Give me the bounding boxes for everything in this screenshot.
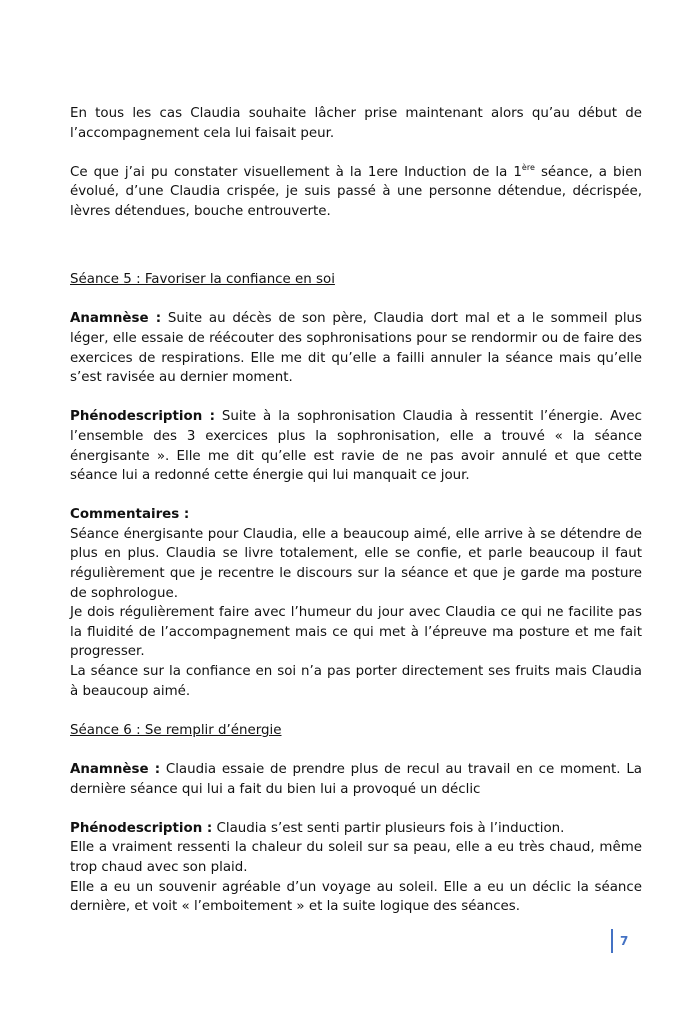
- heading-seance-5: Séance 5 : Favoriser la confiance en soi: [70, 272, 335, 288]
- s5-commentaire-2: Je dois régulièrement faire avec l’humeur du jour avec Claudia ce qui ne facilite pas la fluidité de l’accompagnement mais ce qui met à l’épreuve ma posture et me fait progresser.: [70, 605, 642, 660]
- s6-pheno-3: Elle a eu un souvenir agréable d’un voyage au soleil. Elle a eu un déclic la séance dernière, et voit « l’emboitement » et la suite logique des séances.: [70, 879, 642, 915]
- s6-pheno-2: Elle a vraiment ressenti la chaleur du soleil sur sa peau, elle a eu très chaud, même trop chaud avec son plaid.: [70, 840, 642, 875]
- paragraph-constat-visuel: Ce que j’ai pu constater visuellement à la 1ere Induction de la 1ère séance, a bien évolué, d’une Claudia crispée, je suis passé à une personne détendue, décrispée, lèvres détendues, bouche entrouverte.: [70, 162, 642, 219]
- s5-anamnese-label: Anamnèse :: [70, 311, 162, 327]
- page-number: 7: [611, 929, 628, 953]
- superscript-ere: ère: [521, 162, 535, 172]
- s5-commentaire-3: La séance sur la confiance en soi n’a pas porter directement ses fruits mais Claudia à beaucoup aimé.: [70, 664, 642, 699]
- document-page: [70, 104, 642, 917]
- s6-anamnese: Anamnèse : Claudia essaie de prendre plus de recul au travail en ce moment. La dernière séance qui lui a fait du bien lui a provoqué un déclic: [70, 762, 642, 797]
- s5-commentaires-label: Commentaires :: [70, 507, 190, 523]
- s6-pheno-label: Phénodescription :: [70, 820, 213, 836]
- s5-phenodescription: Phénodescription : Suite à la sophronisation Claudia à ressentit l’énergie. Avec l’ensemble des 3 exercices plus la sophronisation, elle a trouvé « la séance énergisante ». Elle me dit qu’elle est ravie de ne pas avoir annulé et que cette séance lui a redonné cette énergie qui lui manquait ce jour.: [70, 409, 642, 484]
- s5-pheno-label: Phénodescription :: [70, 409, 215, 425]
- s6-phenodescription: Phénodescription : Claudia s’est senti partir plusieurs fois à l’induction.: [70, 820, 565, 836]
- s5-commentaire-1: Séance énergisante pour Claudia, elle a beaucoup aimé, elle arrive à se détendre de plus en plus. Claudia se livre totalement, elle se confie, et parle beaucoup il faut régulièrement que je recentre le discours sur la séance et que je garde ma posture de sophrologue.: [70, 526, 642, 601]
- s5-anamnese: Anamnèse : Suite au décès de son père, Claudia dort mal et a le sommeil plus léger, elle essaie de réécouter des sophronisations pour se rendormir ou de faire des exercices de respirations. Elle me dit qu’elle a failli annuler la séance mais qu’elle s’est ravisée au dernier moment.: [70, 311, 643, 386]
- s6-anamnese-label: Anamnèse :: [70, 762, 161, 777]
- paragraph-lacher-prise: En tous les cas Claudia souhaite lâcher prise maintenant alors qu’au début de l’accompagnement cela lui faisait peur.: [70, 106, 642, 141]
- heading-seance-6: Séance 6 : Se remplir d’énergie: [70, 722, 282, 738]
